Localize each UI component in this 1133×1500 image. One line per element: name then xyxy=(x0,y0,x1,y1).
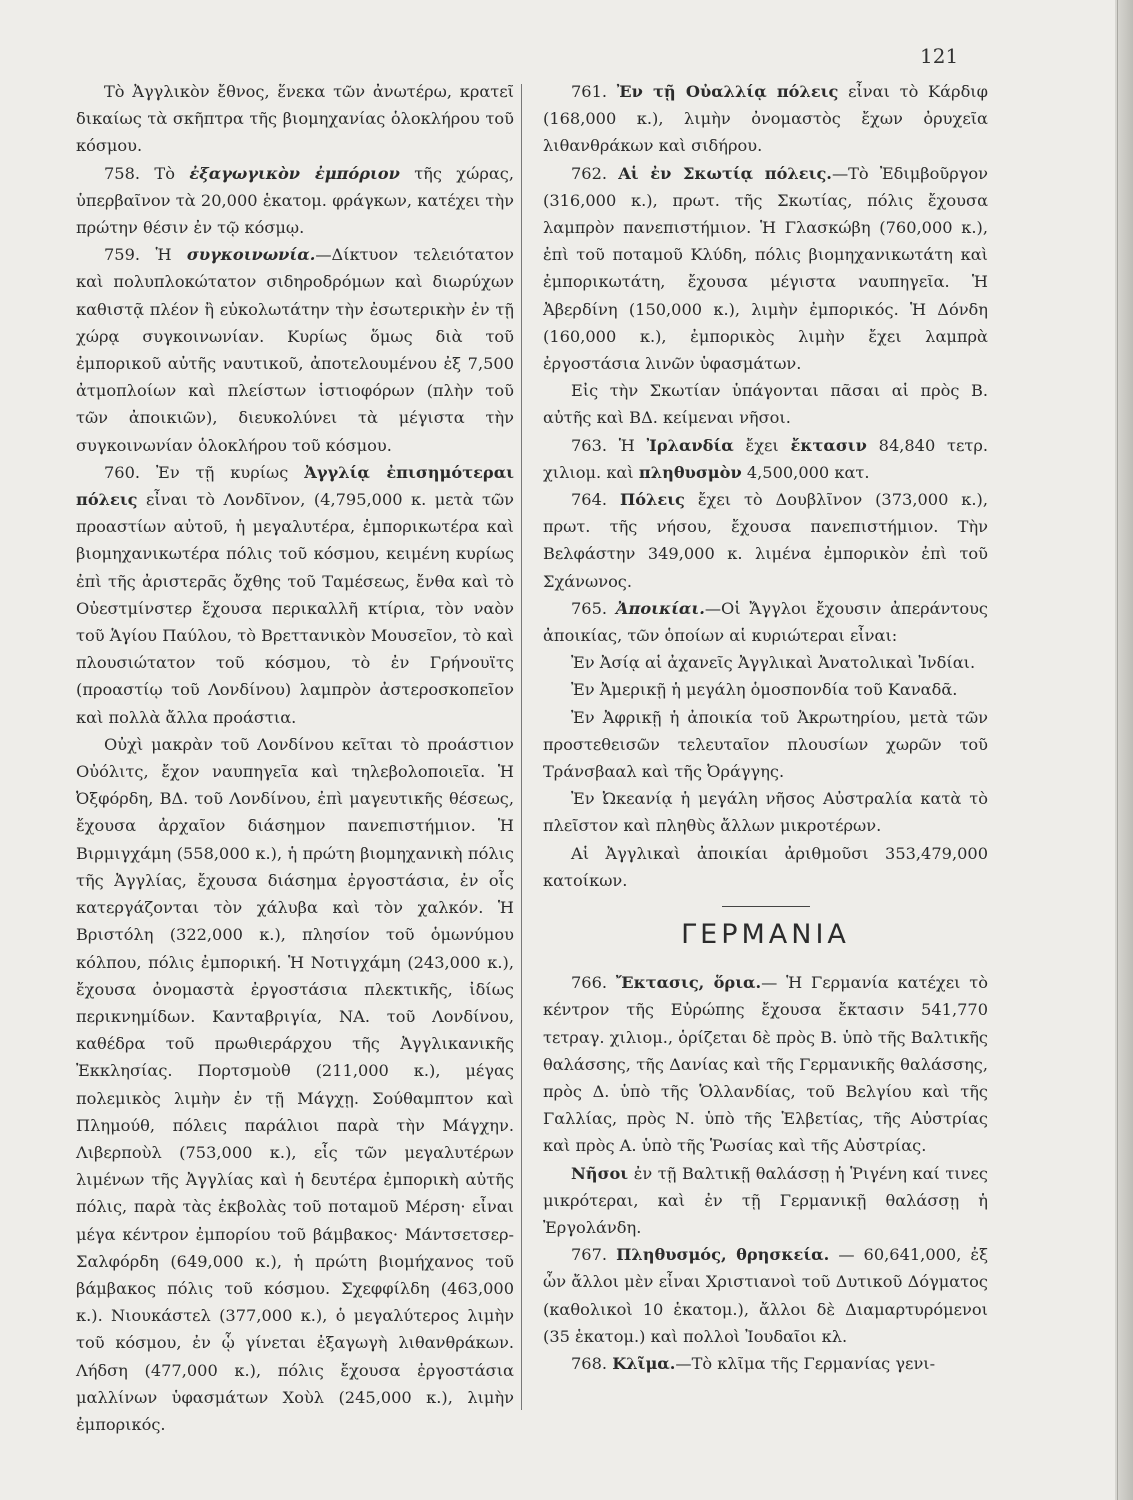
text-span: Ἐν Ἀσίᾳ αἱ ἀχανεῖς Ἀγγλικαὶ Ἀνατολικαὶ Ἰνδίαι. xyxy=(571,653,976,673)
text-span: Οὐχὶ μακρὰν τοῦ Λονδίνου κεῖται τὸ προάστιον Οὐόλιτς, ἔχον ναυπηγεῖα καὶ τηλεβολοποιεῖα. Ἡ Ὀξφόρδη, ΒΔ. τοῦ Λονδίνου, ἐπὶ μαγευτικῆς θέσεως, ἔχουσα ἀρχαῖον διάσημον πανεπιστήμιον. Ἡ Βιρμιγχάμη (558,000 κ.), ἡ πρώτη βιομηχανικὴ πόλις τῆς Ἀγγλίας, ἔχουσα διάσημα ἐργοστάσια, ἐν οἷς κατεργάζονται τὸν χάλυβα καὶ τὸν χαλκόν. Ἡ Βριστόλη (322,000 κ.), πλησίον τοῦ ὁμωνύμου κόλπου, πόλις ἐμπορική. Ἡ Νοτιγχάμη (243,000 κ.), ἔχουσα ὀνομαστὰ ἐργοστάσια πλεκτικῆς, ἰδίως περικνημίδων. Κανταβριγία, ΝΑ. τοῦ Λονδίνου, καθέδρα τοῦ πρωθιεράρχου τῆς Ἀγγλικανικῆς Ἐκκλησίας. Πορτσμοὺθ (211,000 κ.), μέγας πολεμικὸς λιμὴν ἐν τῇ Μάγχῃ. Σούθαμπτον καὶ Πλημούθ, πόλεις παράλιοι παρὰ τὴν Μάγχην. Λιβερποὺλ (753,000 κ.), εἷς τῶν μεγαλυτέρων λιμένων τῆς Ἀγγλίας καὶ ἡ δευτέρα ἐμπορικὴ αὐτῆς πόλις, παρὰ τὰς ἐκβολὰς τοῦ ποταμοῦ Μέρση· εἶναι μέγα κέντρον ἐμπορίου τοῦ βάμβακος· Μάντσετσερ-Σαλφόρδη (649,000 κ.), ἡ πρώτη βιομήχανος τοῦ βάμβακος πόλις τοῦ κόσμου. Σχεφφίλδη (463,000 κ.). Νιουκάστελ (377,000 κ.), ὁ μεγαλύτερος λιμὴν τοῦ κόσμου, ἐν ᾧ γίνεται ἐξαγωγὴ λιθανθράκων. Λήδση (477,000 κ.), πόλις ἔχουσα ἐργοστάσια μαλλίνων ὑφασμάτων Χοὺλ (245,000 κ.), λιμὴν ἐμπορικός. xyxy=(76,734,514,1434)
left-column xyxy=(76,78,514,1438)
paragraph-colony-asia xyxy=(543,649,988,676)
text-span: 759. Ἡ xyxy=(104,245,172,265)
paragraph-762-scotland xyxy=(543,160,988,378)
text-span: Τὸ Ἀγγλικὸν ἔθνος, ἕνεκα τῶν ἀνωτέρω, κρατεῖ δικαίως τὰ σκῆπτρα τῆς βιομηχανίας ὁλοκλήρου τοῦ κόσμου. xyxy=(76,82,514,156)
text-span: ἔχει τὸ Δουβλῖνον (373,000 κ.), πρωτ. τῆς νήσου, ἔχουσα πανεπιστήμιον. Τὴν Βελφάστην 349,000 κ. λιμένα ἐμπορικὸν ἐπὶ τοῦ Σχάνωνος. xyxy=(543,490,988,591)
text-span: ἔχει xyxy=(745,435,779,455)
text-span: — Ἡ Γερμανία κατέχει τὸ κέντρον τῆς Εὐρώπης ἔχουσα ἔκτασιν 541,770 τετραγ. χιλιομ., ὁρίζεται δὲ πρὸς Β. ὑπὸ τῆς Βαλτικῆς θαλάσσης, τῆς Δανίας καὶ τῆς Γερμανικῆς θαλάσσης, πρὸς Δ. ὑπὸ τῆς Ὁλλανδίας, τοῦ Βελγίου καὶ τῆς Γαλλίας, πρὸς Ν. ὑπὸ τῆς Ἑλβετίας, τῆς Αὐστρίας καὶ πρὸς Α. ὑπὸ τῆς Ῥωσίας καὶ τῆς Αὐστρίας. xyxy=(543,973,989,1156)
paragraph-colony-population xyxy=(543,840,988,894)
text-span: Ἀγγλίᾳ ἐπισημότεραι πόλεις xyxy=(76,462,514,510)
section-rule xyxy=(722,906,810,907)
text-span: Ἐν Ἀμερικῇ ἡ μεγάλη ὁμοσπονδία τοῦ Καναδᾶ. xyxy=(571,680,958,700)
text-span: συγκοινωνία. xyxy=(186,245,316,265)
text-span: Κλῖμα. xyxy=(612,1353,676,1373)
paragraph-763-ireland xyxy=(543,432,988,486)
text-span: Ἀποικίαι. xyxy=(615,598,705,618)
text-span: —Τὸ κλῖμα τῆς Γερμανίας γενι- xyxy=(675,1353,936,1373)
text-span: Πληθυσμός, θρησκεία. xyxy=(616,1245,830,1265)
text-span: —Δίκτυον τελειότατον καὶ πολυπλοκώτατον σιδηροδρόμων καὶ διωρύχων καθιστᾷ πλέον ἢ εὐκολωτάτην τὴν ἐσωτερικὴν ἐν τῇ χώρᾳ συγκοινωνίαν. Κυρίως ὅμως διὰ τοῦ ἐμπορικοῦ αὐτῆς ναυτικοῦ, ἀποτελουμένου ἐξ 7,500 ἀτμοπλοίων καὶ πλείστων ἱστιοφόρων (πλὴν τοῦ τῶν ἀποικιῶν), διευκολύνει τὰ μέγιστα τὴν συγκοινωνίαν ὁλοκλήρου τοῦ κόσμου. xyxy=(76,245,514,455)
column-divider xyxy=(521,84,522,1410)
text-span: 768. xyxy=(571,1353,608,1373)
text-span: Ἰρλανδία xyxy=(646,435,734,455)
text-span: Ἐν Ἀφρικῇ ἡ ἀποικία τοῦ Ἀκρωτηρίου, μετὰ τῶν προστεθεισῶν τελευταῖον πλουσίων χωρῶν τοῦ Τράνσβααλ καὶ τῆς Ὀράγγης. xyxy=(543,707,988,782)
paragraph-scottish-islands xyxy=(543,377,988,431)
text-span: Νῆσοι xyxy=(571,1163,629,1183)
paragraph-colony-africa xyxy=(543,704,988,786)
section-heading-germany: ΓΕΡΜΑΝΙΑ xyxy=(681,919,850,951)
text-span: 761. xyxy=(571,82,608,101)
text-span: 763. Ἡ xyxy=(571,435,635,455)
paragraph-767-population-religion xyxy=(543,1241,988,1350)
text-span: Πόλεις xyxy=(619,490,685,510)
text-span: ἔκτασιν xyxy=(790,435,867,455)
text-span: Ἐν τῇ Οὐαλλίᾳ πόλεις xyxy=(616,82,839,101)
text-span: Ἐν Ὠκεανίᾳ ἡ μεγάλη νῆσος Αὐστραλία κατὰ τὸ πλεῖστον καὶ πληθὺς ἄλλων μικροτέρων. xyxy=(543,789,988,836)
text-span: 766. xyxy=(571,973,608,993)
text-span: 765. xyxy=(571,598,608,618)
paragraph-758-export-trade xyxy=(76,160,514,242)
text-span: — 60,641,000, ἐξ ὧν ἄλλοι μὲν εἶναι Χριστιανοὶ τοῦ Δυτικοῦ Δόγματος (καθολικοὶ 10 ἑκατομ.), ἄλλοι δὲ Διαμαρτυρόμενοι (35 ἑκατομ.) καὶ πολλοὶ Ἰουδαῖοι κλ. xyxy=(543,1245,988,1346)
text-span: 760. Ἐν τῇ κυρίως xyxy=(104,462,289,482)
paragraph-other-english-cities xyxy=(76,731,514,1438)
text-span: εἶναι τὸ Λονδῖνον, (4,795,000 κ. μετὰ τῶν προαστίων αὐτοῦ, ἡ μεγαλυτέρα, ἐμπορικωτέρα καὶ βιομηχανικωτέρα πόλις τοῦ κόσμου, κειμένη κυρίως ἐπὶ τῆς ἀριστερᾶς ὄχθης τοῦ Ταμέσεως, ἔνθα καὶ τὸ Οὐεστμίνστερ ἔχουσα περικαλλῆ κτίρια, τὸν ναὸν τοῦ Ἁγίου Παύλου, τὸ Βρεττανικὸν Μουσεῖον, τὸ καὶ πλουσιώτατον τοῦ κόσμου, τὸ ἐν Γρήνουϊτς (προαστίῳ τοῦ Λονδίνου) λαμπρὸν ἀστεροσκοπεῖον καὶ πολλὰ ἄλλα προάστια. xyxy=(76,490,514,727)
paragraph-759-communication xyxy=(76,241,514,459)
text-span: —Οἱ Ἄγγλοι ἔχουσιν ἀπεράντους ἀποικίας, τῶν ὁποίων αἱ κυριώτεραι εἶναι: xyxy=(543,598,988,646)
text-span: Αἱ Ἀγγλικαὶ ἀποικίαι ἀριθμοῦσι 353,479,000 κατοίκων. xyxy=(543,843,988,890)
paragraph-760-english-cities xyxy=(76,459,514,731)
right-column xyxy=(543,78,988,1377)
text-span: 4,500,000 κατ. xyxy=(746,462,870,482)
text-span: Εἰς τὴν Σκωτίαν ὑπάγονται πᾶσαι αἱ πρὸς Β. αὐτῆς καὶ ΒΔ. κείμεναι νῆσοι. xyxy=(543,381,988,428)
page-edge xyxy=(1115,0,1133,1500)
paragraph-english-industry xyxy=(76,78,514,160)
text-span: πληθυσμὸν xyxy=(638,462,742,482)
text-span: —Τὸ Ἐδιμβοῦργον (316,000 κ.), πρωτ. τῆς Σκωτίας, πόλις ἔχουσα λαμπρὸν πανεπιστήμιον. Ἡ Γλασκώβη (760,000 κ.), ἐπὶ τοῦ ποταμοῦ Κλύδη, πόλις βιομηχανικωτάτη καὶ ἐμπορικωτάτη, ἔχουσα μέγιστα ναυπηγεῖα. Ἡ Ἀβερδίνη (150,000 κ.), λιμὴν ἐμπορικός. Ἡ Δόνδη (160,000 κ.), ἐμπορικὸς λιμὴν ἔχει λαμπρὰ ἐργοστάσια λινῶν ὑφασμάτων. xyxy=(543,163,988,374)
text-span: 758. Τὸ xyxy=(104,163,175,183)
text-span: Ἔκτασις, ὅρια. xyxy=(615,973,762,993)
paragraph-766-area-borders xyxy=(543,969,988,1159)
text-span: Αἱ ἐν Σκωτίᾳ πόλεις. xyxy=(618,163,832,183)
text-span: 764. xyxy=(571,490,608,510)
paragraph-colony-oceania xyxy=(543,785,988,839)
page-number: 121 xyxy=(920,44,959,68)
text-span: ἐξαγωγικὸν ἐμπόριον xyxy=(189,163,400,183)
text-span: 767. xyxy=(571,1245,608,1265)
paragraph-765-colonies xyxy=(543,595,988,649)
paragraph-761-wales xyxy=(543,78,988,160)
paragraph-768-climate xyxy=(543,1350,988,1377)
text-span: ἐν τῇ Βαλτικῇ θαλάσσῃ ἡ Ῥιγένη καί τινες μικρότεραι, καὶ ἐν τῇ Γερμανικῇ θαλάσσῃ ἡ Ἐργολάνδη. xyxy=(543,1163,988,1237)
text-span: τῆς χώρας, ὑπερβαῖνον τὰ 20,000 ἑκατομ. φράγκων, κατέχει τὴν πρώτην θέσιν ἐν τῷ κόσμῳ. xyxy=(76,163,514,238)
text-span: 762. xyxy=(571,163,608,183)
text-span: 84,840 τετρ. χιλιομ. καὶ xyxy=(543,435,989,482)
paragraph-764-irish-cities xyxy=(543,486,988,595)
paragraph-islands xyxy=(543,1160,988,1242)
text-span: εἶναι τὸ Κάρδιφ (168,000 κ.), λιμὴν ὀνομαστὸς ἔχων ὀρυχεῖα λιθανθράκων καὶ σιδήρου. xyxy=(543,82,988,156)
paragraph-colony-america xyxy=(543,676,988,703)
